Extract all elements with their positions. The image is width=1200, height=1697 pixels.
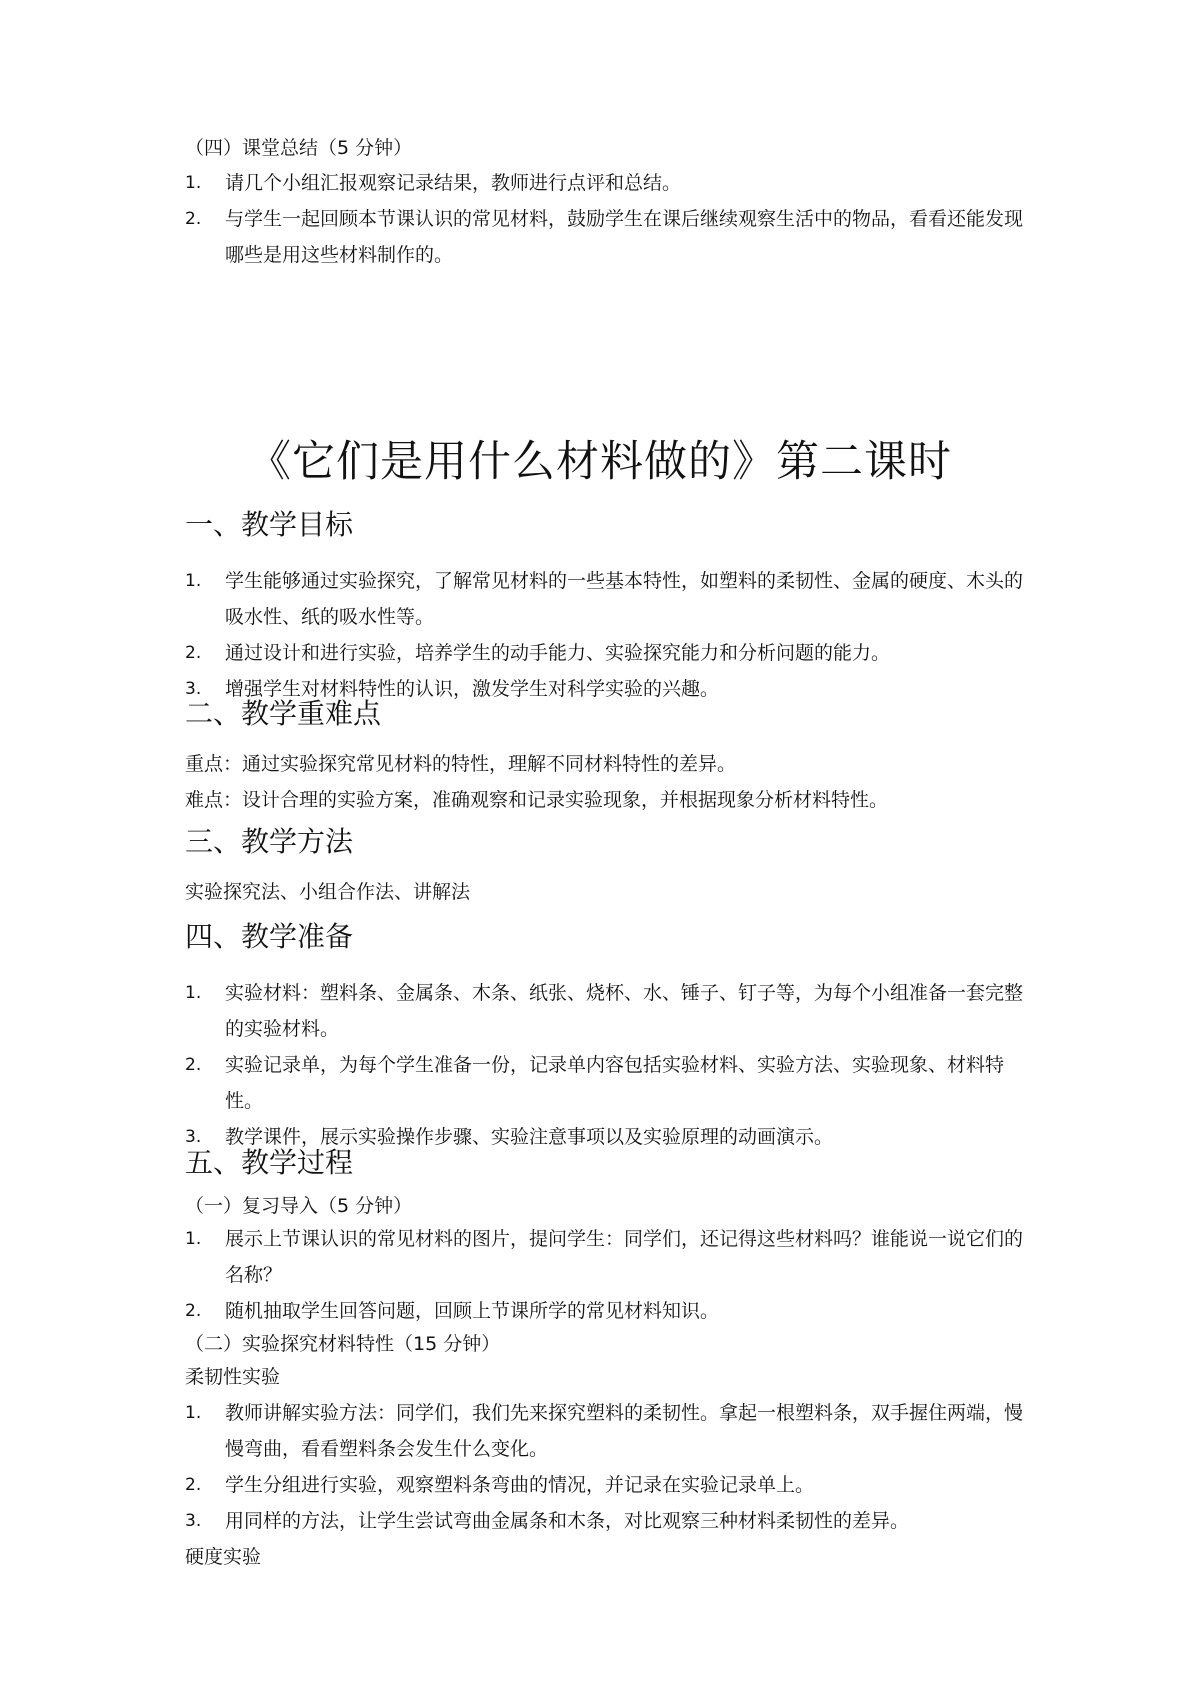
flex-experiment-title: 柔韧性实验 [185,1366,281,1388]
keypoints-section [185,694,1035,818]
list-item: 3. 教学课件，展示实验操作步骤、实验注意事项以及实验原理的动画演示。 [185,1126,834,1148]
list-item: 3. 增强学生对材料特性的认识，激发学生对科学实验的兴趣。 [185,678,720,700]
prep-list [185,975,1035,1155]
explore-heading: （二）实验探究材料特性（15 分钟） [185,1333,501,1355]
prep-section [185,917,1035,1155]
list-item: 1. 展示上节课认识的常见材料的图片，提问学生：同学们，还记得这些材料吗？谁能说一说它们的名称？ [185,1228,1024,1286]
summary-section [185,133,1035,273]
list-item: 1. 教师讲解实验方法：同学们，我们先来探究塑料的柔韧性。拿起一根塑料条，双手握住两端，慢慢弯曲，看看塑料条会发生什么变化。 [185,1402,1024,1460]
list-item: 1. 学生能够通过实验探究，了解常见材料的一些基本特性，如塑料的柔韧性、金属的硬度、木头的吸水性、纸的吸水性等。 [185,570,1024,628]
goals-list [185,563,1035,707]
goals-section [185,505,1035,707]
methods-text: 实验探究法、小组合作法、讲解法 [185,881,471,903]
list-item: 2. 学生分组进行实验，观察塑料条弯曲的情况，并记录在实验记录单上。 [185,1474,815,1496]
document-title: 《它们是用什么材料做的》第二课时 [248,437,952,487]
list-item: 3. 用同样的方法，让学生尝试弯曲金属条和木条，对比观察三种材料柔韧性的差异。 [185,1510,910,1532]
list-item: 1. 请几个小组汇报观察记录结果，教师进行点评和总结。 [185,172,682,194]
hardness-experiment-title: 硬度实验 [185,1546,262,1568]
list-item: 2. 实验记录单，为每个学生准备一份，记录单内容包括实验材料、实验方法、实验现象、材料特性。 [185,1054,1005,1112]
summary-list [185,165,1035,273]
keypoints-focus: 重点：通过实验探究常见材料的特性，理解不同材料特性的差异。 [185,753,737,775]
methods-section [185,822,1035,910]
goals-heading: 一、教学目标 [185,508,354,541]
list-item: 2. 通过设计和进行实验，培养学生的动手能力、实验探究能力和分析问题的能力。 [185,642,891,664]
keypoints-heading: 二、教学重难点 [185,697,382,730]
list-item: 2. 与学生一起回顾本节课认识的常见材料，鼓励学生在课后继续观察生活中的物品，看看还能发现哪些是用这些材料制作的。 [185,208,1024,266]
prep-heading: 四、教学准备 [185,920,354,953]
list-item: 2. 随机抽取学生回答问题，回顾上节课所学的常见材料知识。 [185,1300,720,1322]
summary-heading: （四）课堂总结（5 分钟） [185,137,413,159]
list-item: 1. 实验材料：塑料条、金属条、木条、纸张、烧杯、水、锤子、钉子等，为每个小组准备一套完整的实验材料。 [185,982,1024,1040]
keypoints-difficulty: 难点：设计合理的实验方案，准确观察和记录实验现象，并根据现象分析材料特性。 [185,789,889,811]
process-heading: 五、教学过程 [185,1146,354,1179]
review-list [185,1221,1035,1329]
methods-heading: 三、教学方法 [185,825,354,858]
process-section [185,1143,1035,1575]
explore-list [185,1395,1035,1539]
review-heading: （一）复习导入（5 分钟） [185,1195,413,1217]
